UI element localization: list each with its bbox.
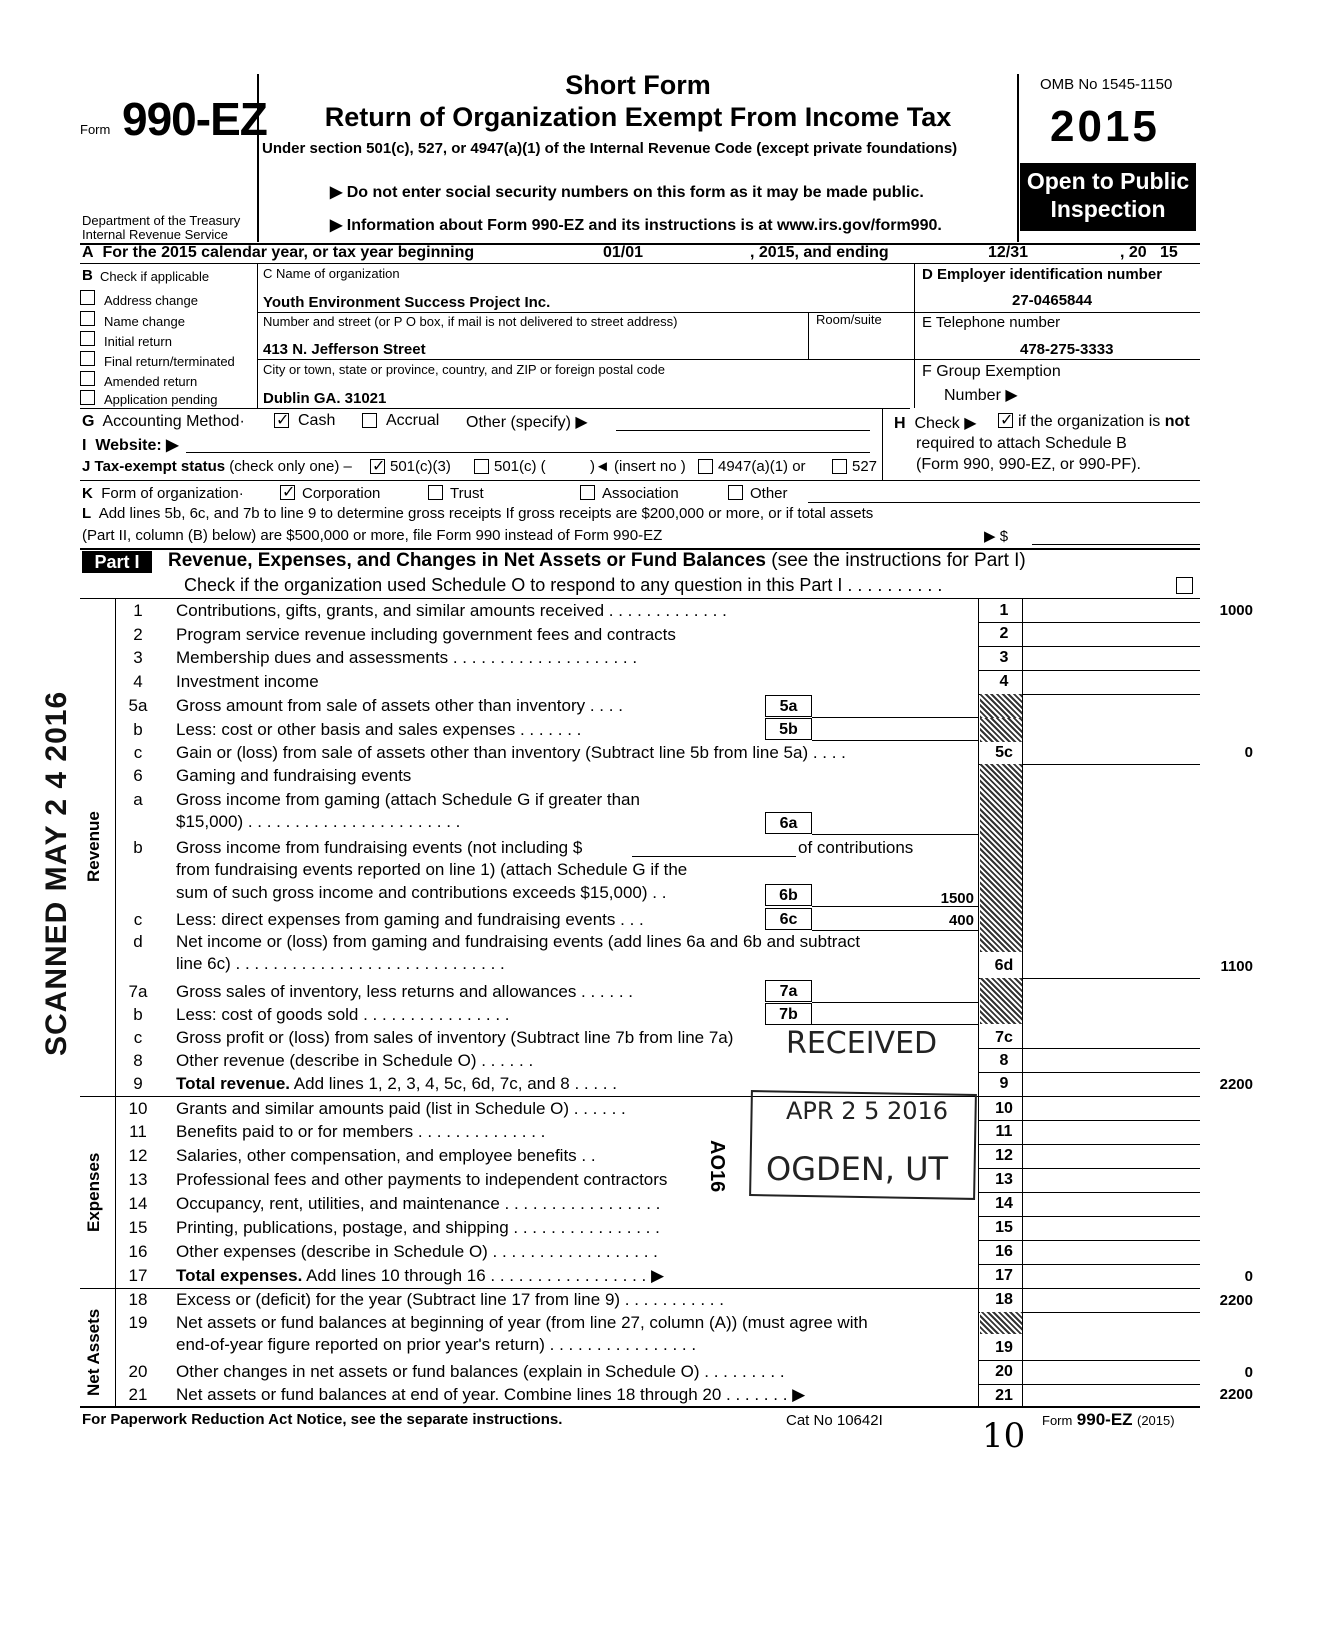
line-14-row: 14 Occupancy, rent, utilities, and maintenance . . . . . . . . . . . . . . . . .	[128, 1194, 661, 1213]
line-1-amount[interactable]: 1000	[1219, 602, 1253, 619]
line-13-row: 13 Professional fees and other payments to independent contractors	[128, 1170, 668, 1189]
line-2-row: 2 Program service revenue including government fees and contracts	[133, 625, 676, 644]
other-method-field[interactable]	[616, 430, 870, 431]
cash-checkbox[interactable]	[274, 413, 289, 428]
net-assets-side-label: Net Assets	[84, 1308, 103, 1396]
line-7b-row: b Less: cost of goods sold . . . . . . . . . . . . . . . .	[133, 1005, 510, 1024]
org-name[interactable]: Youth Environment Success Project Inc.	[263, 294, 551, 311]
omb-number: OMB No 1545-1150	[1040, 76, 1173, 93]
line-15-row: 15 Printing, publications, postage, and shipping . . . . . . . . . . . . . . . .	[128, 1218, 660, 1237]
footer-form-id: Form 990-EZ (2015)	[1042, 1410, 1175, 1429]
phone-label: E Telephone number	[922, 314, 1061, 331]
line-8-row: 8 Other revenue (describe in Schedule O) . . . . . .	[133, 1051, 534, 1070]
schedule-b-checkbox[interactable]	[998, 413, 1013, 428]
line-9-amount[interactable]: 2200	[1219, 1076, 1253, 1093]
line-16-row: 16 Other expenses (describe in Schedule O) . . . . . . . . . . . . . . . . . .	[128, 1242, 658, 1261]
initial-return-checkbox[interactable]	[80, 331, 95, 346]
tax-year-end[interactable]: 12/31	[988, 244, 1029, 261]
check-if-applicable: Check if applicable	[100, 269, 210, 284]
tax-exempt-status: J Tax-exempt status (check only one) –	[82, 458, 352, 475]
street-address[interactable]: 413 N. Jefferson Street	[263, 341, 426, 358]
line-1-row: 1 Contributions, gifts, grants, and similar amounts received . . . . . . . . . . . . .	[133, 601, 727, 620]
street-label: Number and street (or P O box, if mail is not delivered to street address)	[263, 314, 678, 329]
line-6-row: 6 Gaming and fundraising events	[133, 766, 412, 785]
line-5c-amount[interactable]: 0	[1244, 744, 1253, 761]
paperwork-notice: For Paperwork Reduction Act Notice, see the separate instructions.	[82, 1411, 563, 1428]
line-l: L Add lines 5b, 6c, and 7b to line 9 to determine gross receipts If gross receipts are $200,000 or more, or if total assets	[82, 505, 874, 522]
group-exemption-label: F Group Exemption	[922, 363, 1061, 380]
received-stamp: RECEIVED	[786, 1026, 938, 1061]
line-h: H Check ▶	[894, 415, 977, 432]
tax-year: 2015	[1050, 102, 1160, 151]
status-527-checkbox[interactable]	[832, 459, 847, 474]
name-change-checkbox[interactable]	[80, 311, 95, 326]
received-side-stamp: AO16	[706, 1140, 728, 1193]
line-17-row: 17 Total expenses. Add lines 10 through 16 . . . . . . . . . . . . . . . . . ▶	[128, 1266, 665, 1285]
expenses-side-label: Expenses	[84, 1152, 103, 1232]
line-3-row: 3 Membership dues and assessments . . . . . . . . . . . . . . . . . . . .	[133, 648, 638, 667]
form-word: Form	[80, 122, 111, 137]
city-state-zip[interactable]: Dublin GA. 31021	[263, 390, 387, 407]
line-6d-row: d Net income or (loss) from gaming and fundraising events (add lines 6a and 6b and subtract	[133, 932, 861, 951]
handwritten-page-number: 10	[982, 1416, 1026, 1456]
line-7a-row: 7a Gross sales of inventory, less returns and allowances . . . . . .	[128, 982, 633, 1001]
line-21-row: 21 Net assets or fund balances at end of year. Combine lines 18 through 20 . . . . . . . ▶	[128, 1385, 806, 1404]
part-i-badge: Part I	[82, 551, 152, 573]
catalog-number: Cat No 10642I	[786, 1412, 883, 1429]
website-field[interactable]	[186, 452, 870, 453]
city-label: City or town, state or province, country, and ZIP or foreign postal code	[263, 362, 665, 377]
line-5a-row: 5a Gross amount from sale of assets other than inventory . . . .	[128, 696, 623, 715]
ein-value[interactable]: 27-0465844	[1012, 292, 1093, 309]
phone-value[interactable]: 478-275-3333	[1020, 341, 1114, 358]
amended-return-checkbox[interactable]	[80, 371, 95, 386]
trust-checkbox[interactable]	[428, 485, 443, 500]
notice-ssn: ▶ Do not enter social security numbers on this form as it may be made public.	[330, 184, 924, 201]
line-10-row: 10 Grants and similar amounts paid (list in Schedule O) . . . . . .	[128, 1099, 626, 1118]
line-6b-row: b Gross income from fundraising events (not including $	[133, 838, 583, 857]
form-of-organization: K Form of organization·	[82, 485, 244, 502]
org-name-label: C Name of organization	[263, 266, 400, 281]
form-number: 990-EZ	[122, 93, 267, 145]
line-20-row: 20 Other changes in net assets or fund balances (explain in Schedule O) . . . . . . . . .	[128, 1362, 785, 1381]
line-17-amount[interactable]: 0	[1244, 1268, 1253, 1285]
schedule-o-checkbox[interactable]	[1176, 577, 1193, 594]
line-19-row: 19 Net assets or fund balances at beginning of year (from line 27, column (A)) (must agree with	[128, 1313, 868, 1332]
line-6b-amount[interactable]: 1500	[940, 890, 974, 907]
line-6c-row: c Less: direct expenses from gaming and fundraising events . . .	[133, 910, 644, 929]
association-checkbox[interactable]	[580, 485, 595, 500]
line-a: A For the 2015 calendar year, or tax year beginning	[82, 244, 475, 261]
gross-receipts-field[interactable]	[1032, 544, 1200, 545]
line-6a-row: a Gross income from gaming (attach Schedule G if greater than	[133, 790, 640, 809]
schedule-o-check-text: Check if the organization used Schedule O to respond to any question in this Part I . . . . . . . . . .	[184, 575, 943, 595]
title-return: Return of Organization Exempt From Income Tax	[324, 102, 952, 132]
line-7c-row: c Gross profit or (loss) from sales of inventory (Subtract line 7b from line 7a)	[133, 1028, 734, 1047]
line-6c-amount[interactable]: 400	[948, 912, 974, 929]
revenue-side-label: Revenue	[84, 811, 103, 882]
title-short-form: Short Form	[565, 70, 711, 100]
scanned-stamp: SCANNED MAY 2 4 2016	[40, 690, 73, 1056]
final-return-checkbox[interactable]	[80, 351, 95, 366]
line-18-amount[interactable]: 2200	[1219, 1292, 1253, 1309]
corporation-checkbox[interactable]	[280, 485, 295, 500]
line-5b-row: b Less: cost or other basis and sales expenses . . . . . . .	[133, 720, 582, 739]
accounting-method: G Accounting Method·	[82, 413, 245, 430]
group-exemption-number-label: Number ▶	[944, 387, 1018, 404]
line-18-row: 18 Excess or (deficit) for the year (Subtract line 17 from line 9) . . . . . . . . . . .	[128, 1290, 724, 1309]
line-21-amount[interactable]: 2200	[1219, 1386, 1253, 1403]
status-4947-checkbox[interactable]	[698, 459, 713, 474]
open-to-public-badge: Open to Public Inspection	[1020, 163, 1196, 231]
received-city-stamp: OGDEN, UT	[766, 1150, 949, 1188]
notice-info: ▶ Information about Form 990-EZ and its instructions is at www.irs.gov/form990.	[330, 217, 942, 234]
line-20-amount[interactable]: 0	[1244, 1364, 1253, 1381]
other-org-checkbox[interactable]	[728, 485, 743, 500]
received-date-stamp: APR 2 5 2016	[786, 1097, 949, 1125]
line-12-row: 12 Salaries, other compensation, and employee benefits . .	[128, 1146, 596, 1165]
address-change-checkbox[interactable]	[80, 290, 95, 305]
department: Department of the Treasury Internal Revenue Service	[82, 213, 241, 242]
tax-year-begin[interactable]: 01/01	[603, 244, 644, 261]
line-6d-amount[interactable]: 1100	[1220, 958, 1253, 975]
line-11-row: 11 Benefits paid to or for members . . . . . . . . . . . . . .	[129, 1122, 546, 1141]
ein-label: D Employer identification number	[922, 266, 1163, 283]
subtitle: Under section 501(c), 527, or 4947(a)(1) of the Internal Revenue Code (except private foundations)	[262, 140, 958, 157]
line-5c-row: c Gain or (loss) from sale of assets other than inventory (Subtract line 5b from line 5a) . . . .	[133, 743, 846, 762]
accrual-checkbox[interactable]	[362, 413, 377, 428]
status-501c-checkbox[interactable]	[474, 459, 489, 474]
tax-year-end-yy[interactable]: 15	[1160, 244, 1178, 261]
line-9-row: 9 Total revenue. Add lines 1, 2, 3, 4, 5c, 6d, 7c, and 8 . . . . .	[133, 1074, 617, 1093]
part-i-title: Revenue, Expenses, and Changes in Net Assets or Fund Balances (see the instructions for Part I)	[168, 550, 1026, 571]
website-label: I Website: ▶	[82, 437, 179, 454]
line-4-row: 4 Investment income	[133, 672, 319, 691]
room-suite-label: Room/suite	[816, 312, 882, 327]
status-501c3-checkbox[interactable]	[370, 459, 385, 474]
application-pending-checkbox[interactable]	[80, 390, 95, 405]
